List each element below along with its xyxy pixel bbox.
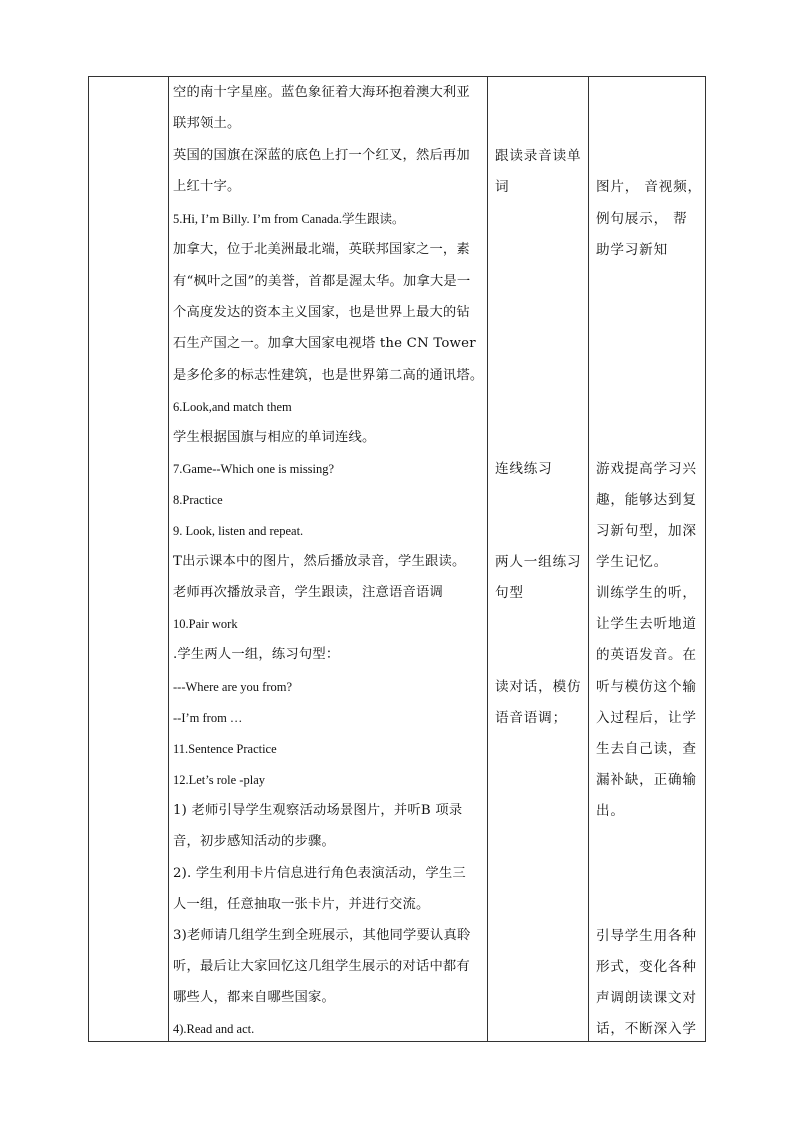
intent-line: 图片， 音视频，	[596, 179, 702, 195]
intent-line: 训练学生的听，	[596, 585, 697, 601]
process-line: 英国的国旗在深蓝的底色上打一个红叉，然后再加	[173, 148, 470, 163]
intent-line: 的英语发音。在	[596, 647, 697, 663]
process-line: 个高度发达的资本主义国家，也是世界上最大的钻	[173, 305, 470, 320]
intent-line: 出。	[596, 803, 625, 819]
intent-line: 入过程后，让学	[596, 710, 697, 726]
intent-line: 话，不断深入学	[596, 1021, 697, 1037]
process-line: 音，初步感知活动的步骤。	[173, 834, 335, 849]
column-divider-3	[588, 77, 589, 1041]
intent-line: 形式，变化各种	[596, 959, 697, 975]
intent-line: 趣，能够达到复	[596, 492, 697, 508]
process-line: 4).Read and act.	[173, 1022, 255, 1036]
process-line: 1) 老师引导学生观察活动场景图片，并听B 项录	[173, 803, 463, 818]
process-line: 空的南十字星座。蓝色象征着大海环抱着澳大利亚	[173, 85, 470, 100]
intent-line: 助学习新知	[596, 242, 668, 258]
process-line: 6.Look,and match them	[173, 400, 292, 414]
intent-line: 声调朗读课文对	[596, 990, 697, 1006]
process-line: .学生两人一组，练习句型：	[173, 647, 340, 662]
process-line: 学生根据国旗与相应的单词连线。	[173, 430, 376, 445]
process-line: 11.Sentence Practice	[173, 742, 277, 756]
intent-line: 学生记忆。	[596, 554, 668, 570]
process-line: 老师再次播放录音，学生跟读，注意语音语调	[173, 585, 443, 600]
activity-line: 读对话，模仿	[495, 679, 582, 695]
process-line: ---Where are you from?	[173, 680, 293, 694]
process-line: 2). 学生利用卡片信息进行角色表演活动，学生三	[173, 866, 466, 881]
process-line: 联邦领土。	[173, 116, 241, 131]
process-line: 5.Hi, I’m Billy. I’m from Canada.学生跟读。	[173, 212, 405, 226]
activity-line: 句型	[495, 585, 524, 601]
process-line: 石生产国之一。加拿大国家电视塔 the CN Tower	[173, 336, 476, 351]
intent-line: 让学生去听地道	[596, 616, 697, 632]
activity-line: 跟读录音读单	[495, 148, 582, 164]
intent-line: 游戏提高学习兴	[596, 461, 697, 477]
intent-line: 漏补缺，正确输	[596, 772, 697, 788]
intent-line: 引导学生用各种	[596, 928, 697, 944]
process-line: 加拿大，位于北美洲最北端，英联邦国家之一，素	[173, 242, 470, 257]
process-line: --I’m from …	[173, 711, 243, 725]
intent-line: 习新句型，加深	[596, 523, 697, 539]
process-line: 3)老师请几组学生到全班展示，其他同学要认真聆	[173, 928, 471, 943]
process-line: 听，最后让大家回忆这几组学生展示的对话中都有	[173, 959, 470, 974]
process-line: 上红十字。	[173, 179, 241, 194]
process-line: 有“枫叶之国”的美誉，首都是渥太华。加拿大是一	[173, 274, 471, 289]
process-line: 9. Look, listen and repeat.	[173, 524, 304, 538]
intent-line: 生去自己读，查	[596, 741, 697, 757]
process-line: 7.Game--Which one is missing?	[173, 462, 335, 476]
activity-line: 语音语调；	[495, 710, 567, 726]
process-line: 哪些人，都来自哪些国家。	[173, 990, 335, 1005]
column-divider-2	[487, 77, 488, 1041]
intent-line: 听与模仿这个输	[596, 679, 697, 695]
process-line: 8.Practice	[173, 493, 223, 507]
activity-line: 连线练习	[495, 461, 553, 477]
intent-line: 例句展示， 帮	[596, 211, 688, 227]
process-line: 是多伦多的标志性建筑，也是世界第二高的通讯塔。	[173, 368, 484, 383]
process-line: T出示课本中的图片，然后播放录音，学生跟读。	[173, 554, 466, 569]
activity-line: 词	[495, 179, 510, 195]
activity-line: 两人一组练习	[495, 554, 582, 570]
process-line: 10.Pair work	[173, 617, 238, 631]
process-line: 12.Let’s role -play	[173, 773, 265, 787]
process-line: 人一组，任意抽取一张卡片，并进行交流。	[173, 897, 430, 912]
lesson-plan-table	[88, 76, 706, 1042]
column-divider-1	[168, 77, 169, 1041]
